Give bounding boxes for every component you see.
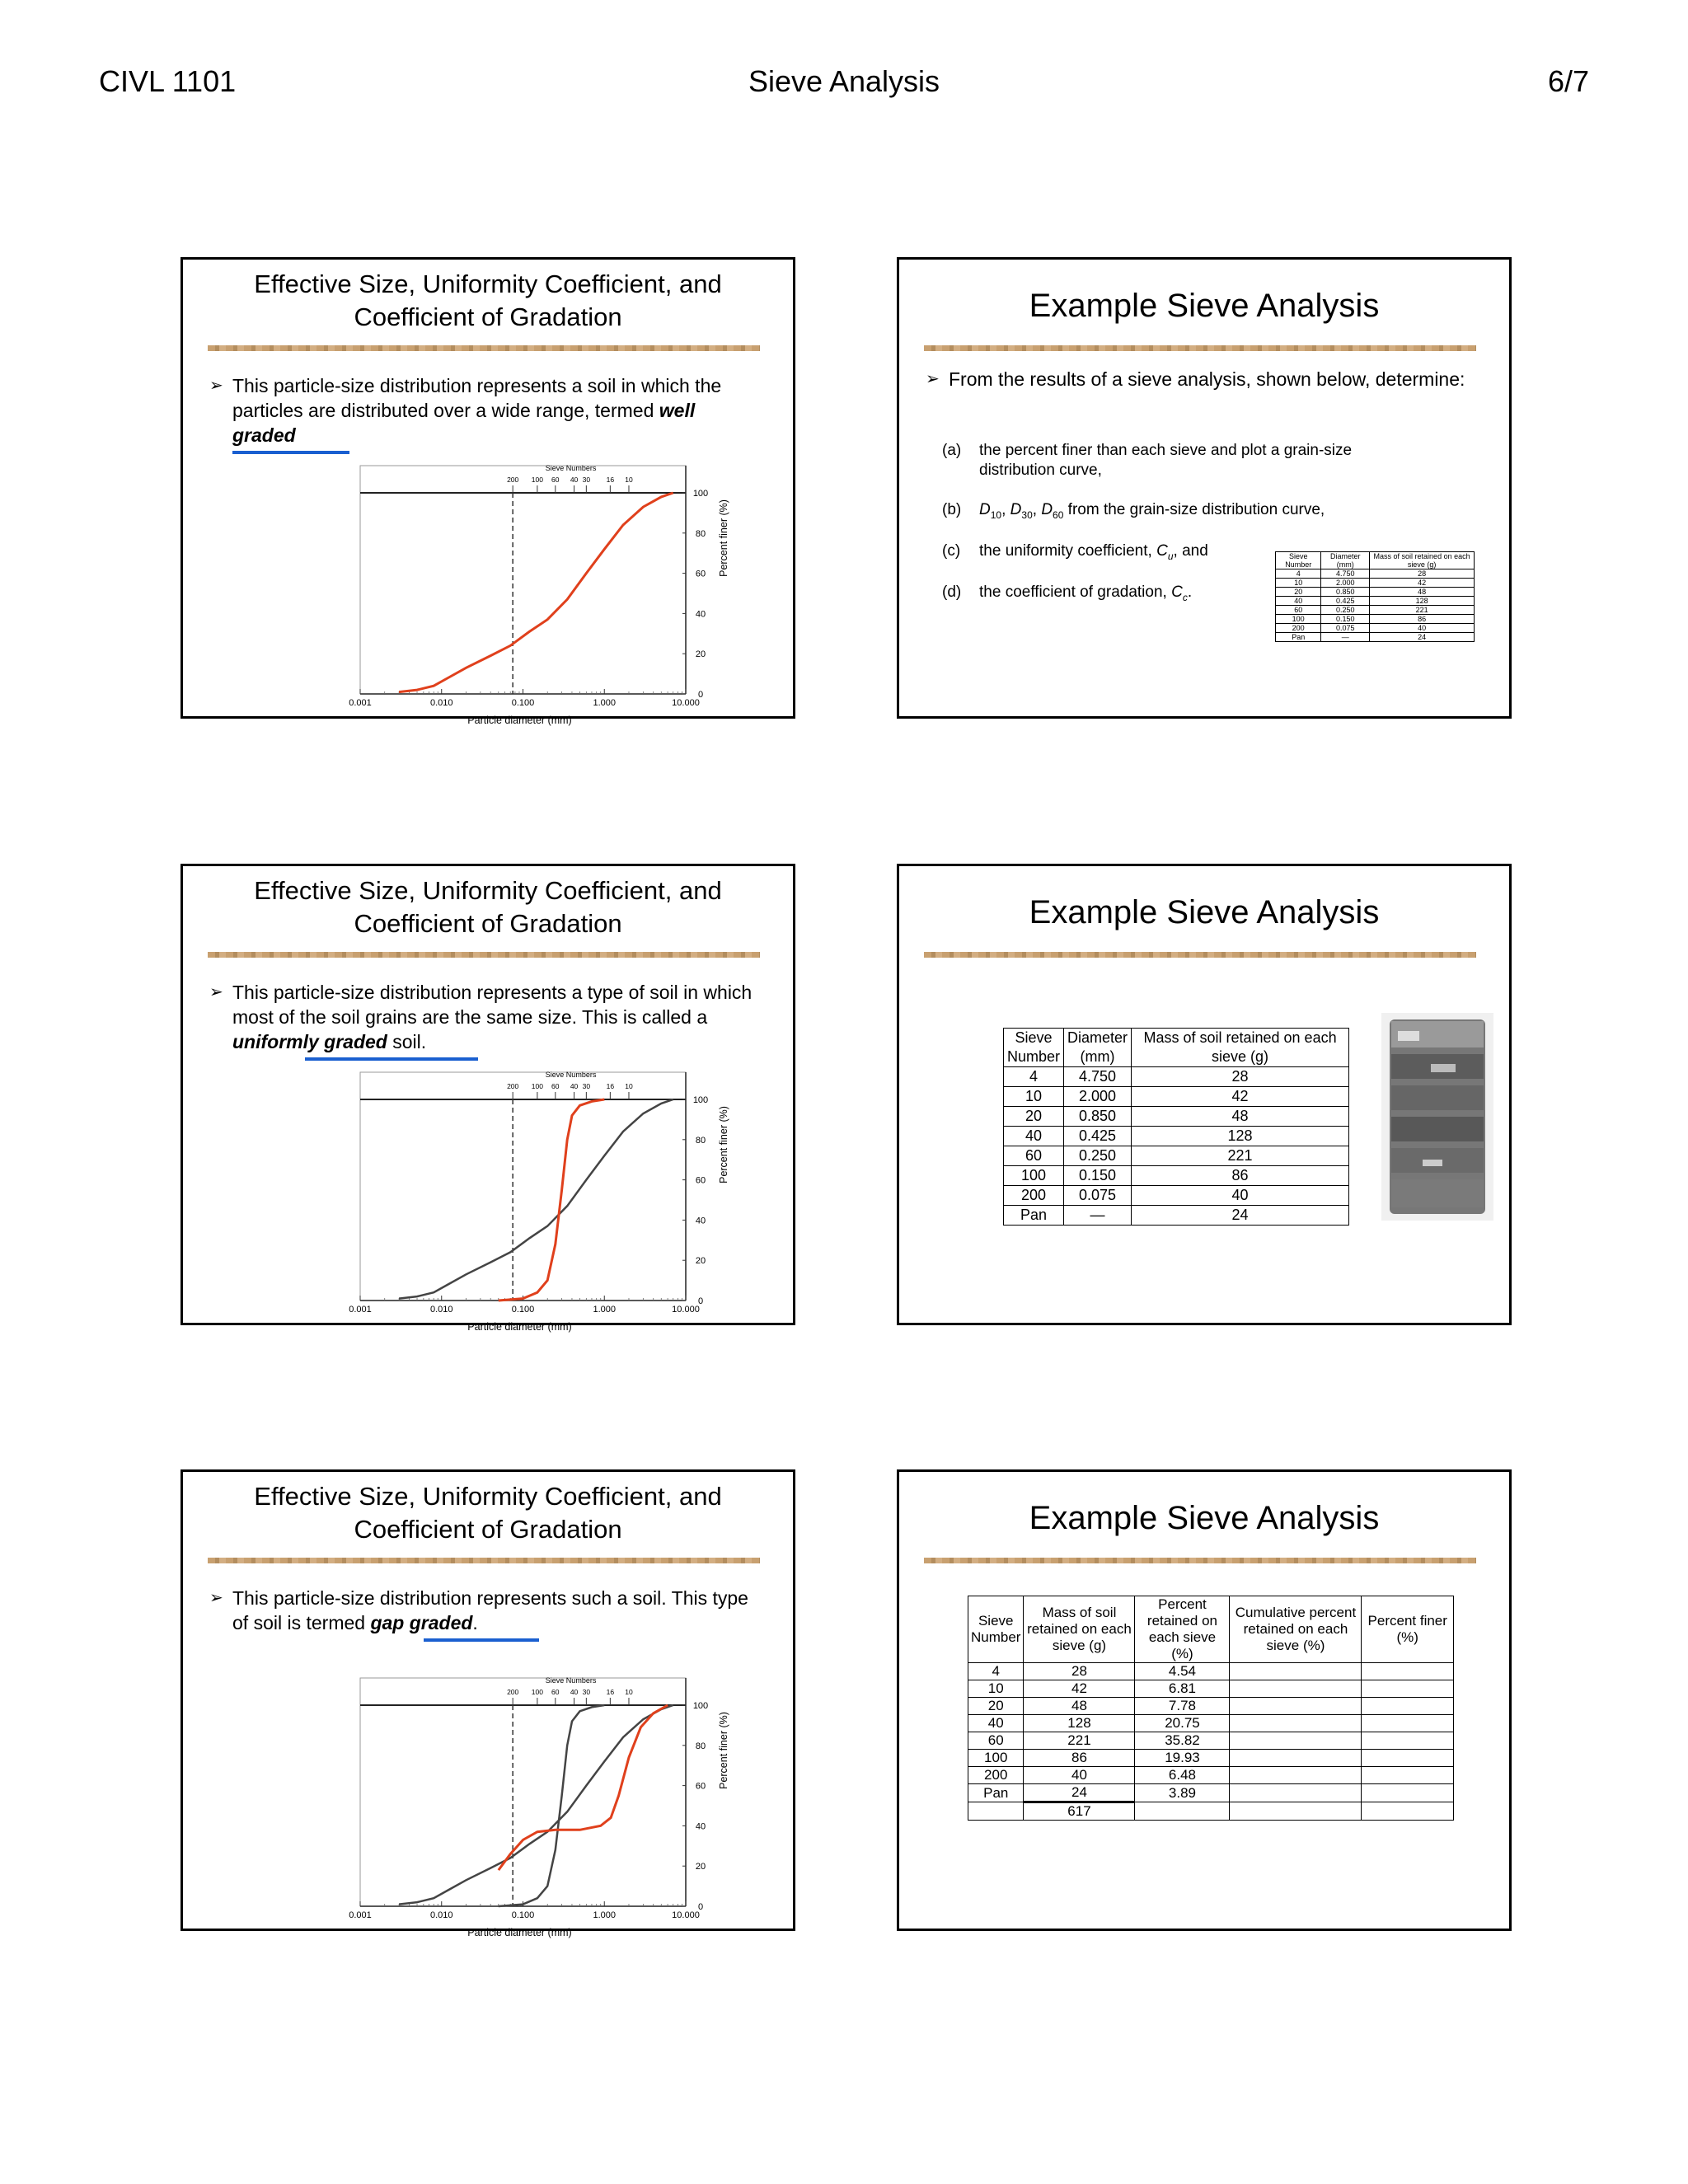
table-row: 20 48 7.78 [968,1698,1454,1715]
plot-frame [360,466,686,694]
title-divider [924,952,1476,958]
grain-size-chart [274,464,735,726]
table-row: 20 0.850 48 [1004,1107,1349,1127]
x-tick-label: 1.000 [593,1910,617,1920]
term-underline [424,1638,539,1642]
y-tick-label: 80 [695,1135,706,1146]
table-row: 10 2.000 42 [1276,579,1475,588]
table-row: 100 0.150 86 [1004,1166,1349,1186]
table-row: Pan — 24 [1004,1206,1349,1226]
x-axis-label: Particle diameter (mm) [467,1927,572,1938]
slide-well-graded [181,257,795,726]
sieve-tick-label: 30 [582,1082,591,1090]
x-tick-label: 10.000 [672,1910,700,1920]
slide-gap-graded [181,1469,795,1938]
bullet-text: ➢ This particle-size distribution represents a type of soil in which most of the soil grains are the same size. This is called a uniformly graded soil. [209,980,760,1054]
plot-frame [360,1072,686,1301]
slide-title: Example Sieve Analysis [1029,894,1380,930]
sieve-tick-label: 200 [507,1082,519,1090]
x-tick-label: 1.000 [593,698,617,708]
y-tick-label: 60 [695,1175,706,1186]
y-tick-label: 60 [695,1781,706,1792]
table-row: 200 0.075 40 [1004,1186,1349,1206]
y-tick-label: 100 [692,1095,709,1105]
x-axis-label: Particle diameter (mm) [467,1321,572,1333]
sieve-tick-label: 60 [551,1688,560,1696]
x-tick-label: 0.100 [511,698,535,708]
x-axis-label: Particle diameter (mm) [467,715,572,726]
grain-size-chart [274,1071,735,1333]
bullet-text: ➢ This particle-size distribution represents such a soil. This type of soil is termed gap graded. [209,1586,760,1635]
x-tick-label: 0.001 [349,1305,372,1315]
sieve-tick-label: 30 [582,476,591,484]
slide-example-results [897,1469,1512,1931]
title-divider [208,952,760,958]
sieve-tick-label: 200 [507,1688,519,1696]
sieve-tick-label: 16 [606,1082,615,1090]
y-axis-label: Percent finer (%) [718,1106,729,1183]
sieve-tick-label: 10 [625,476,633,484]
table-row: 100 0.150 86 [1276,615,1475,624]
x-tick-label: 0.100 [511,1910,535,1920]
table-row: 10 42 6.81 [968,1680,1454,1698]
y-tick-label: 40 [695,1216,706,1226]
document-topic: Sieve Analysis [748,64,940,98]
slide-example-problem: Example Sieve Analysis ➢ From the results of a sieve analysis, shown below, determine: (a) the percent finer than each sieve and plot a grain-size distribution curve, (b) $D_{10}$, $D_{30}$, $D_{60}$ from the grain-size distribution curve, (c) the uniformity coefficient, $C_u$, and (d) the coefficient of gradation, $C_c$. Sieve Number Diameter (mm) Mass of soil retained on each sieve (g) 4 4.750 28 10 2.000 42 20 0.850 48 40 0.425 128 60 0.250 221 100 0.150 86 200 0.075 40 Pan — 24 [897,257,1512,719]
table-row: 200 0.075 40 [1276,624,1475,633]
table-row: Pan — 24 [1276,633,1475,642]
table-row: 40 0.425 128 [1276,597,1475,606]
title-divider [208,1558,760,1563]
slide-title: Example Sieve Analysis [1029,1500,1380,1536]
sieve-tick-label: 100 [531,476,543,484]
y-axis-label: Percent finer (%) [718,499,729,577]
uniform-graded-curve [499,1705,605,1906]
y-tick-label: 20 [695,1862,706,1872]
sieve-tick-label: 200 [507,476,519,484]
slide-title: Example Sieve Analysis [1029,288,1380,324]
x-tick-label: 0.010 [429,1305,453,1315]
y-tick-label: 20 [695,1256,706,1267]
sieve-tick-label: 16 [606,476,615,484]
x-tick-label: 10.000 [672,698,700,708]
slide-uniformly-graded [181,864,795,1333]
title-divider [924,1558,1476,1563]
y-tick-label: 0 [697,1902,704,1912]
grain-size-chart [274,1676,735,1938]
sieve-tick-label: 10 [625,1082,633,1090]
bullet-text: ➢ From the results of a sieve analysis, shown below, determine: [926,367,1476,391]
slide-example-data [897,864,1512,1325]
sieve-tick-label: 16 [606,1688,615,1696]
y-tick-label: 20 [695,649,706,660]
table-row: 4 4.750 28 [1276,569,1475,579]
table-row: 4 4.750 28 [1004,1067,1349,1087]
gap-graded-curve [499,1705,668,1870]
slide-title: Effective Size, Uniformity Coefficient, and Coefficient of Gradation [254,876,722,938]
well-graded-curve [399,1099,673,1299]
term-underline [305,1057,478,1061]
y-tick-label: 80 [695,1741,706,1751]
sieve-tick-label: 60 [551,476,560,484]
x-tick-label: 0.001 [349,1910,372,1920]
y-tick-label: 80 [695,528,706,539]
y-tick-label: 0 [697,1296,704,1306]
sieve-tick-label: 10 [625,1688,633,1696]
y-tick-label: 60 [695,569,706,579]
total-row: 617 [968,1802,1454,1821]
sieve-numbers-label: Sieve Numbers [545,1071,597,1079]
emphasis-term: uniformly graded [232,1031,387,1052]
title-divider [208,345,760,351]
results-table: Sieve Number Mass of soil retained on each sieve (g) Percent retained on each sieve (%) Cumulative percent retained on each sieve (%) Percent finer (%) 4 28 4.54 10 42 6.81 20 48 7.78 40 128 20.75 60 221 35.82 100 86 19.93 200 40 6.48 Pan 24 3.89 617 [968,1596,1454,1821]
table-row: Pan 24 3.89 [968,1784,1454,1802]
sieve-data-table-small: Sieve Number Diameter (mm) Mass of soil retained on each sieve (g) 4 4.750 28 10 2.000 42 20 0.850 48 40 0.425 128 60 0.250 221 100 0.150 86 200 0.075 40 Pan — 24 [1275,551,1475,642]
term-underline [232,451,349,454]
bullet-text: ➢ This particle-size distribution represents a soil in which the particles are distributed over a wide range, termed well graded [209,373,760,448]
sieve-tick-label: 40 [570,476,579,484]
table-row: 20 0.850 48 [1276,588,1475,597]
x-tick-label: 0.010 [429,698,453,708]
sieve-numbers-label: Sieve Numbers [545,464,597,472]
table-row: 100 86 19.93 [968,1750,1454,1767]
y-tick-label: 0 [697,690,704,700]
course-code: CIVL 1101 [99,64,237,98]
table-row: 10 2.000 42 [1004,1087,1349,1107]
title-divider [924,345,1476,351]
sieve-tick-label: 100 [531,1688,543,1696]
x-tick-label: 0.100 [511,1305,535,1315]
well-graded-curve [399,1705,673,1905]
x-tick-label: 0.001 [349,698,372,708]
table-row: 4 28 4.54 [968,1663,1454,1680]
page-number: 6/7 [1547,64,1589,98]
table-row: 40 0.425 128 [1004,1127,1349,1146]
well-graded-curve [399,493,673,692]
x-tick-label: 10.000 [672,1305,700,1315]
y-axis-label: Percent finer (%) [718,1712,729,1789]
sieve-tick-label: 100 [531,1082,543,1090]
uniform-graded-curve [499,1099,605,1301]
emphasis-term: well graded [232,400,696,446]
plot-frame [360,1678,686,1906]
sieve-tick-label: 40 [570,1688,579,1696]
table-row: 40 128 20.75 [968,1715,1454,1732]
sieve-tick-label: 30 [582,1688,591,1696]
x-tick-label: 0.010 [429,1910,453,1920]
y-tick-label: 40 [695,609,706,620]
sieve-data-table: Sieve Number Diameter (mm) Mass of soil retained on each sieve (g) 4 4.750 28 10 2.000 42 20 0.850 48 40 0.425 128 60 0.250 221 100 0.150 86 200 0.075 40 Pan — 24 [1003,1028,1349,1226]
emphasis-term: gap graded [370,1612,473,1633]
table-row: 60 221 35.82 [968,1732,1454,1750]
slide-title: Effective Size, Uniformity Coefficient, and Coefficient of Gradation [254,1482,722,1544]
sieve-tick-label: 40 [570,1082,579,1090]
sieve-numbers-label: Sieve Numbers [545,1676,597,1685]
table-row: 200 40 6.48 [968,1767,1454,1784]
y-tick-label: 40 [695,1821,706,1832]
x-tick-label: 1.000 [593,1305,617,1315]
table-row: 60 0.250 221 [1004,1146,1349,1166]
sieve-tick-label: 60 [551,1082,560,1090]
table-row: 60 0.250 221 [1276,606,1475,615]
y-tick-label: 100 [692,489,709,499]
y-tick-label: 100 [692,1701,709,1711]
sieve-stack-photo [1381,1013,1493,1221]
slide-title: Effective Size, Uniformity Coefficient, and Coefficient of Gradation [254,269,722,331]
